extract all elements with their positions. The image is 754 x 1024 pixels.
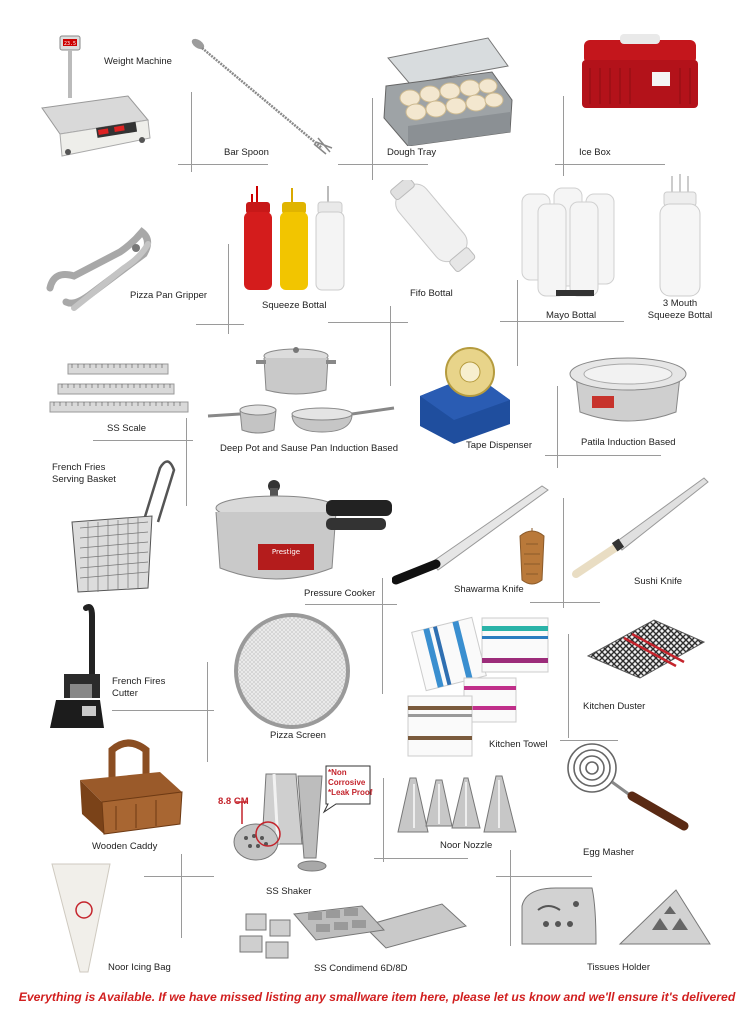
divider: [383, 778, 384, 862]
french-fires-cutter-label: [112, 676, 165, 700]
pressure-cooker-image: [206, 478, 396, 590]
kitchen-towel-label: Kitchen Towel: [489, 739, 548, 750]
fries-cutter-image: [46, 604, 108, 732]
divider: [186, 418, 187, 506]
noor-nozzle-image: [394, 770, 524, 836]
divider: [228, 244, 229, 334]
callout-line: Corrosive: [328, 778, 366, 787]
squeeze-bottal-label: Squeeze Bottal: [262, 300, 327, 311]
shawarma-knife-image: [392, 480, 562, 590]
tissues-holder-label: Tissues Holder: [587, 962, 651, 973]
squeeze-bottal-image: [240, 184, 350, 292]
bar-spoon-label: Bar Spoon: [224, 147, 269, 158]
pizza-pan-gripper-label: Pizza Pan Gripper: [130, 290, 208, 301]
egg-masher-image: [562, 738, 692, 834]
tape-dispenser-label: Tape Dispenser: [466, 440, 533, 451]
patila-image: [566, 350, 690, 430]
fifo-bottal-image: [390, 180, 492, 280]
pizza-screen-image: [232, 612, 352, 730]
dough-tray-image: [380, 36, 516, 146]
divider: [178, 164, 268, 165]
divider: [382, 578, 383, 694]
shawarma-knife-label: Shawarma Knife: [454, 584, 524, 595]
label-line: Serving Basket: [52, 474, 116, 485]
divider: [568, 634, 569, 738]
pressure-cooker-label: Pressure Cooker: [304, 588, 376, 599]
egg-masher-label: Egg Masher: [583, 847, 635, 858]
noor-icing-bag-label: Noor Icing Bag: [108, 962, 171, 973]
divider: [112, 710, 214, 711]
label-line: Squeeze Bottal: [647, 310, 713, 321]
divider: [372, 98, 373, 180]
kitchen-duster-label: Kitchen Duster: [583, 701, 646, 712]
noor-nozzle-label: Noor Nozzle: [440, 840, 493, 851]
ss-scale-label: SS Scale: [107, 423, 147, 434]
divider: [181, 854, 182, 938]
ice-box-image: [580, 30, 700, 110]
fries-basket-image: [68, 456, 182, 596]
label-line: French Fires: [112, 676, 166, 687]
shaker-size-text: 8.8 CM: [218, 796, 249, 807]
shaker-callout-note: [328, 768, 372, 798]
divider: [305, 604, 397, 605]
divider: [144, 876, 214, 877]
callout-line: *Leak Proof: [328, 788, 373, 797]
bar-spoon-image: [186, 34, 336, 156]
fifo-bottal-label: Fifo Bottal: [410, 288, 453, 299]
divider: [500, 321, 624, 322]
ss-scale-image: [48, 362, 190, 416]
ss-condimend-label: SS Condimend 6D/8D: [314, 963, 408, 974]
icing-bag-image: [48, 860, 114, 978]
divider: [328, 322, 408, 323]
divider: [496, 876, 592, 877]
three-mouth-squeeze-bottal-label: [632, 298, 728, 322]
cooker-brand-text: Prestige: [271, 548, 301, 556]
dough-tray-label: Dough Tray: [387, 147, 437, 158]
callout-line: *Non: [328, 768, 347, 777]
divider: [555, 164, 665, 165]
patila-label: Patila Induction Based: [581, 437, 676, 448]
divider: [563, 498, 564, 608]
availability-footer-note: Everything is Available. If we have missed listing any smallware item here, please let us know and we'll ensure it's delivered: [18, 990, 736, 1004]
tape-dispenser-image: [414, 344, 514, 444]
mayo-bottal-image: [516, 180, 620, 300]
weight-machine-image: [38, 34, 158, 166]
divider: [93, 440, 193, 441]
ss-shaker-label: SS Shaker: [266, 886, 312, 897]
tissues-holder-image: [516, 884, 712, 956]
deep-pot-label: Deep Pot and Sause Pan Induction Based: [220, 443, 398, 454]
divider: [510, 850, 511, 946]
wooden-caddy-image: [76, 734, 186, 838]
kitchen-duster-image: [584, 616, 706, 680]
label-line: 3 Mouth: [662, 298, 698, 309]
label-line: French Fries: [52, 462, 106, 473]
weight-machine-label: Weight Machine: [104, 56, 172, 67]
divider: [374, 858, 468, 859]
label-line: Cutter: [112, 688, 138, 699]
divider: [196, 324, 244, 325]
mayo-bottal-label: Mayo Bottal: [546, 310, 597, 321]
divider: [545, 455, 661, 456]
sushi-knife-image: [570, 474, 710, 580]
sushi-knife-label: Sushi Knife: [634, 576, 683, 587]
ss-condimend-image: [236, 900, 468, 964]
divider: [530, 602, 600, 603]
scale-display-text: 23.5: [63, 41, 77, 47]
pizza-screen-label: Pizza Screen: [270, 730, 326, 741]
deep-pot-image: [206, 344, 396, 436]
kitchen-towel-image: [404, 614, 554, 758]
wooden-caddy-label: Wooden Caddy: [92, 841, 158, 852]
divider: [338, 164, 428, 165]
three-mouth-bottle-image: [650, 174, 710, 298]
ice-box-label: Ice Box: [579, 147, 611, 158]
divider: [207, 662, 208, 762]
